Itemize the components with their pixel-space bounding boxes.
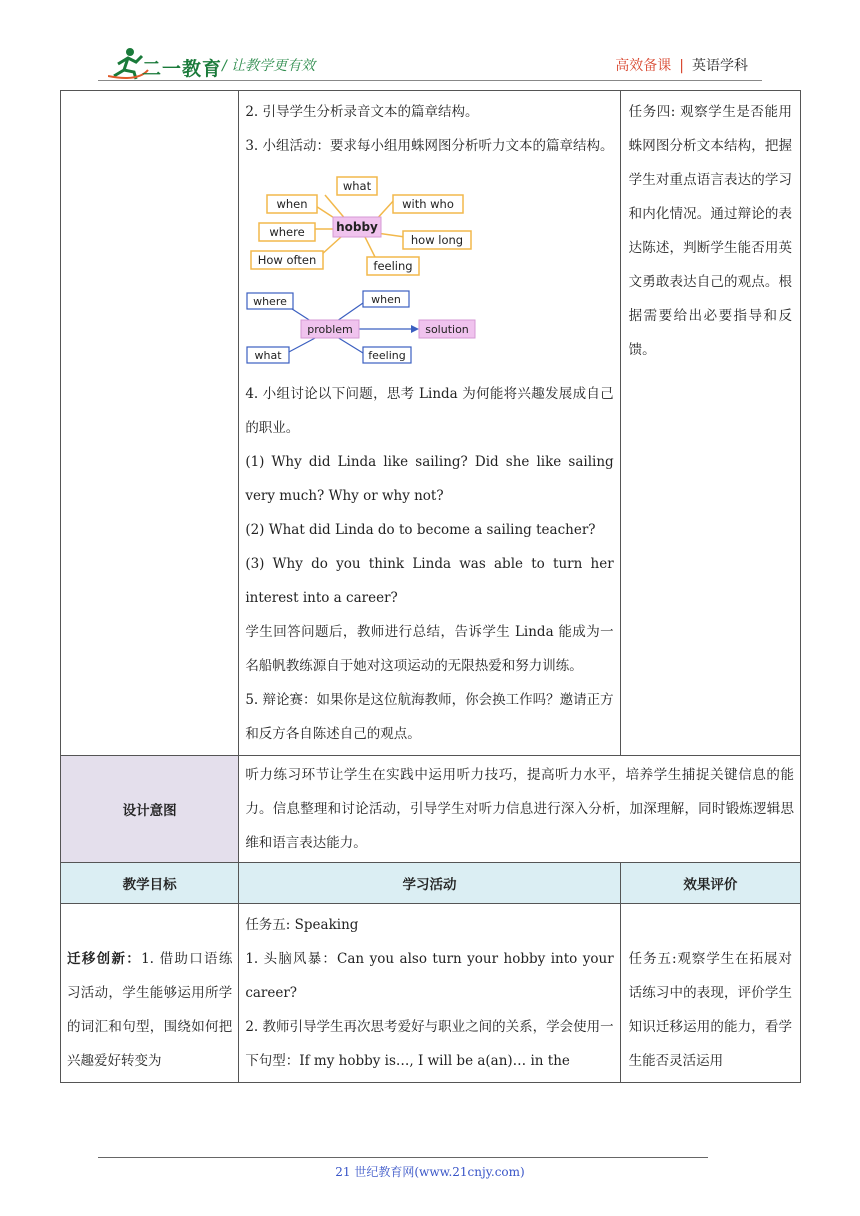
spider-node-how-often: How often bbox=[258, 253, 317, 267]
header-subject-label: 英语学科 bbox=[692, 58, 748, 74]
ps-node-when: when bbox=[371, 293, 402, 306]
goal-text: 1. 借助口语练习活动，学生能够运用所学的词汇和句型，围绕如何把兴趣爱好转变为 bbox=[67, 951, 233, 1069]
evaluation-cell-task5 bbox=[620, 904, 800, 1083]
hobby-node: hobby bbox=[336, 220, 379, 234]
page-header bbox=[0, 0, 860, 90]
slogan: / 让教学更有效 bbox=[222, 58, 316, 74]
solution-node: solution bbox=[425, 323, 470, 336]
spider-node-when: when bbox=[276, 197, 308, 211]
activity-cell-task4 bbox=[239, 91, 620, 756]
evaluation-text: 任务四: 观察学生是否能用蛛网图分析文本结构，把握学生对重点语言表达的学习和内化情况。通过辩论的表达陈述，判断学生能否用英文勇敢表达自己的观点。根据需要给出必要指导和反馈。 bbox=[628, 104, 792, 358]
activity-line: 2. 教师引导学生再次思考爱好与职业之间的关系，学会使用一下句型：If my hobby is…, I will be a(an)… in the bbox=[245, 1019, 614, 1069]
design-label: 设计意图 bbox=[61, 756, 239, 863]
design-text: 听力练习环节让学生在实践中运用听力技巧，提高听力水平，培养学生捕捉关键信息的能力。信息整理和讨论活动，引导学生对听力信息进行深入分析，加深理解，同时锻炼逻辑思维和语言表达能力。 bbox=[245, 767, 794, 851]
spider-node-what: what bbox=[343, 179, 372, 193]
activity-line: 4. 小组讨论以下问题，思考 Linda 为何能将兴趣发展成自己的职业。 bbox=[245, 386, 614, 436]
ps-node-feeling: feeling bbox=[368, 349, 407, 362]
header-right bbox=[615, 55, 748, 75]
hobby-spider-diagram bbox=[245, 167, 485, 279]
goal-cell-empty bbox=[61, 91, 239, 756]
header-activity: 学习活动 bbox=[239, 863, 620, 904]
spider-node-feeling: feeling bbox=[373, 259, 413, 273]
activity-line: (2) What did Linda do to become a sailing teacher? bbox=[245, 522, 596, 538]
logo-text: 二一教育 bbox=[142, 58, 223, 80]
design-text-cell bbox=[239, 756, 801, 863]
problem-node: problem bbox=[307, 323, 354, 336]
activity-line: 任务五: Speaking bbox=[245, 917, 359, 933]
problem-solution-diagram bbox=[245, 287, 485, 369]
activity-line: 5. 辩论赛：如果你是这位航海教师，你会换工作吗？邀请正方和反方各自陈述自己的观点。 bbox=[245, 692, 614, 742]
activity-line: 2. 引导学生分析录音文本的篇章结构。 bbox=[245, 104, 479, 120]
ps-node-where: where bbox=[253, 295, 288, 308]
activity-line: 学生回答问题后，教师进行总结，告诉学生 Linda 能成为一名船帆教练源自于她对这项运动的无限热爱和努力训练。 bbox=[245, 624, 614, 674]
spider-node-how-long: how long bbox=[411, 233, 464, 247]
header-goal: 教学目标 bbox=[61, 863, 239, 904]
ps-node-what: what bbox=[254, 349, 282, 362]
lesson-table bbox=[60, 90, 801, 1083]
footer-divider bbox=[98, 1157, 708, 1158]
activity-line: 3. 小组活动：要求每小组用蛛网图分析听力文本的篇章结构。 bbox=[245, 138, 614, 154]
header-course-label: 高效备课 bbox=[615, 58, 672, 74]
header-divider bbox=[98, 80, 762, 81]
footer-link[interactable]: 21 世纪教育网(www.21cnjy.com) bbox=[335, 1165, 525, 1179]
goal-cell-task5 bbox=[61, 904, 239, 1083]
activity-line: 1. 头脑风暴：Can you also turn your hobby into your career? bbox=[245, 951, 614, 1001]
spider-node-where: where bbox=[269, 225, 305, 239]
activity-line: (3) Why do you think Linda was able to turn her interest into a career? bbox=[245, 556, 614, 606]
header-separator: | bbox=[679, 58, 684, 74]
spider-node-with-who: with who bbox=[402, 197, 455, 211]
table-header-row bbox=[61, 863, 801, 904]
evaluation-text: 任务五:观察学生在拓展对话练习中的表现，评价学生知识迁移运用的能力，看学生能否灵活运用 bbox=[628, 951, 792, 1069]
header-evaluation: 效果评价 bbox=[620, 863, 800, 904]
activity-cell-task5 bbox=[239, 904, 620, 1083]
table-row-design bbox=[61, 756, 801, 863]
goal-bold: 迁移创新： bbox=[67, 951, 142, 967]
activity-line: (1) Why did Linda like sailing? Did she like sailing very much? Why or why not? bbox=[245, 454, 614, 504]
table-row-task5 bbox=[61, 904, 801, 1083]
table-row-task4 bbox=[61, 91, 801, 756]
evaluation-cell-task4 bbox=[620, 91, 800, 756]
